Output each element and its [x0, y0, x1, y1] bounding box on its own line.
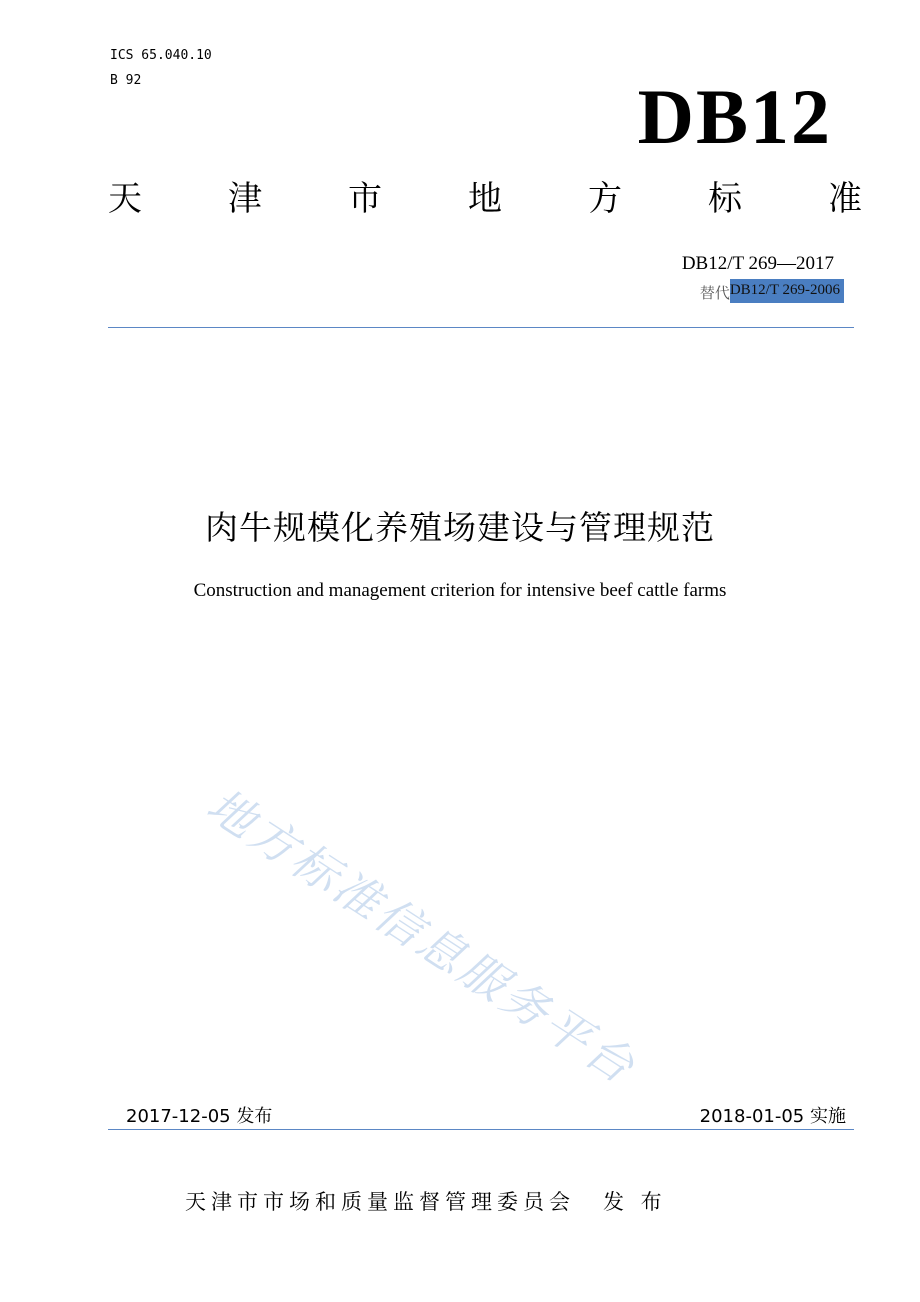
standard-type-char: 方 — [588, 179, 622, 219]
standard-type-char: 天 — [108, 179, 142, 219]
issuer — [185, 1186, 667, 1216]
standard-type-char: 准 — [828, 179, 862, 219]
replaces-standard — [700, 279, 844, 303]
standard-code-mark: DB12 — [637, 73, 832, 160]
standard-type-char: 津 — [228, 179, 262, 219]
issuer-action: 发 布 — [603, 1190, 667, 1214]
implementation-date: 2018-01-05 实施 — [699, 1106, 846, 1127]
ccs-code: B 92 — [110, 73, 142, 88]
standard-type-char: 市 — [348, 179, 382, 219]
standard-number: DB12/T 269—2017 — [681, 253, 834, 274]
standard-type-char: 标 — [708, 179, 742, 219]
replace-code: DB12/T 269-2006 — [730, 279, 844, 303]
standard-type-heading — [108, 179, 862, 219]
replace-label: 替代 — [699, 284, 730, 302]
bottom-divider — [108, 1129, 854, 1130]
watermark-text: 地方标准信息服务平台 — [197, 777, 647, 1096]
issuer-name: 天津市市场和质量监督管理委员会 — [185, 1190, 575, 1214]
document-title-chinese: 肉牛规模化养殖场建设与管理规范 — [205, 508, 715, 547]
document-title-english: Construction and management criterion for intensive beef cattle farms — [193, 580, 727, 601]
top-divider — [108, 327, 854, 328]
standard-type-char: 地 — [468, 179, 502, 219]
issue-date: 2017-12-05 发布 — [126, 1106, 273, 1127]
ics-code: ICS 65.040.10 — [110, 48, 212, 63]
